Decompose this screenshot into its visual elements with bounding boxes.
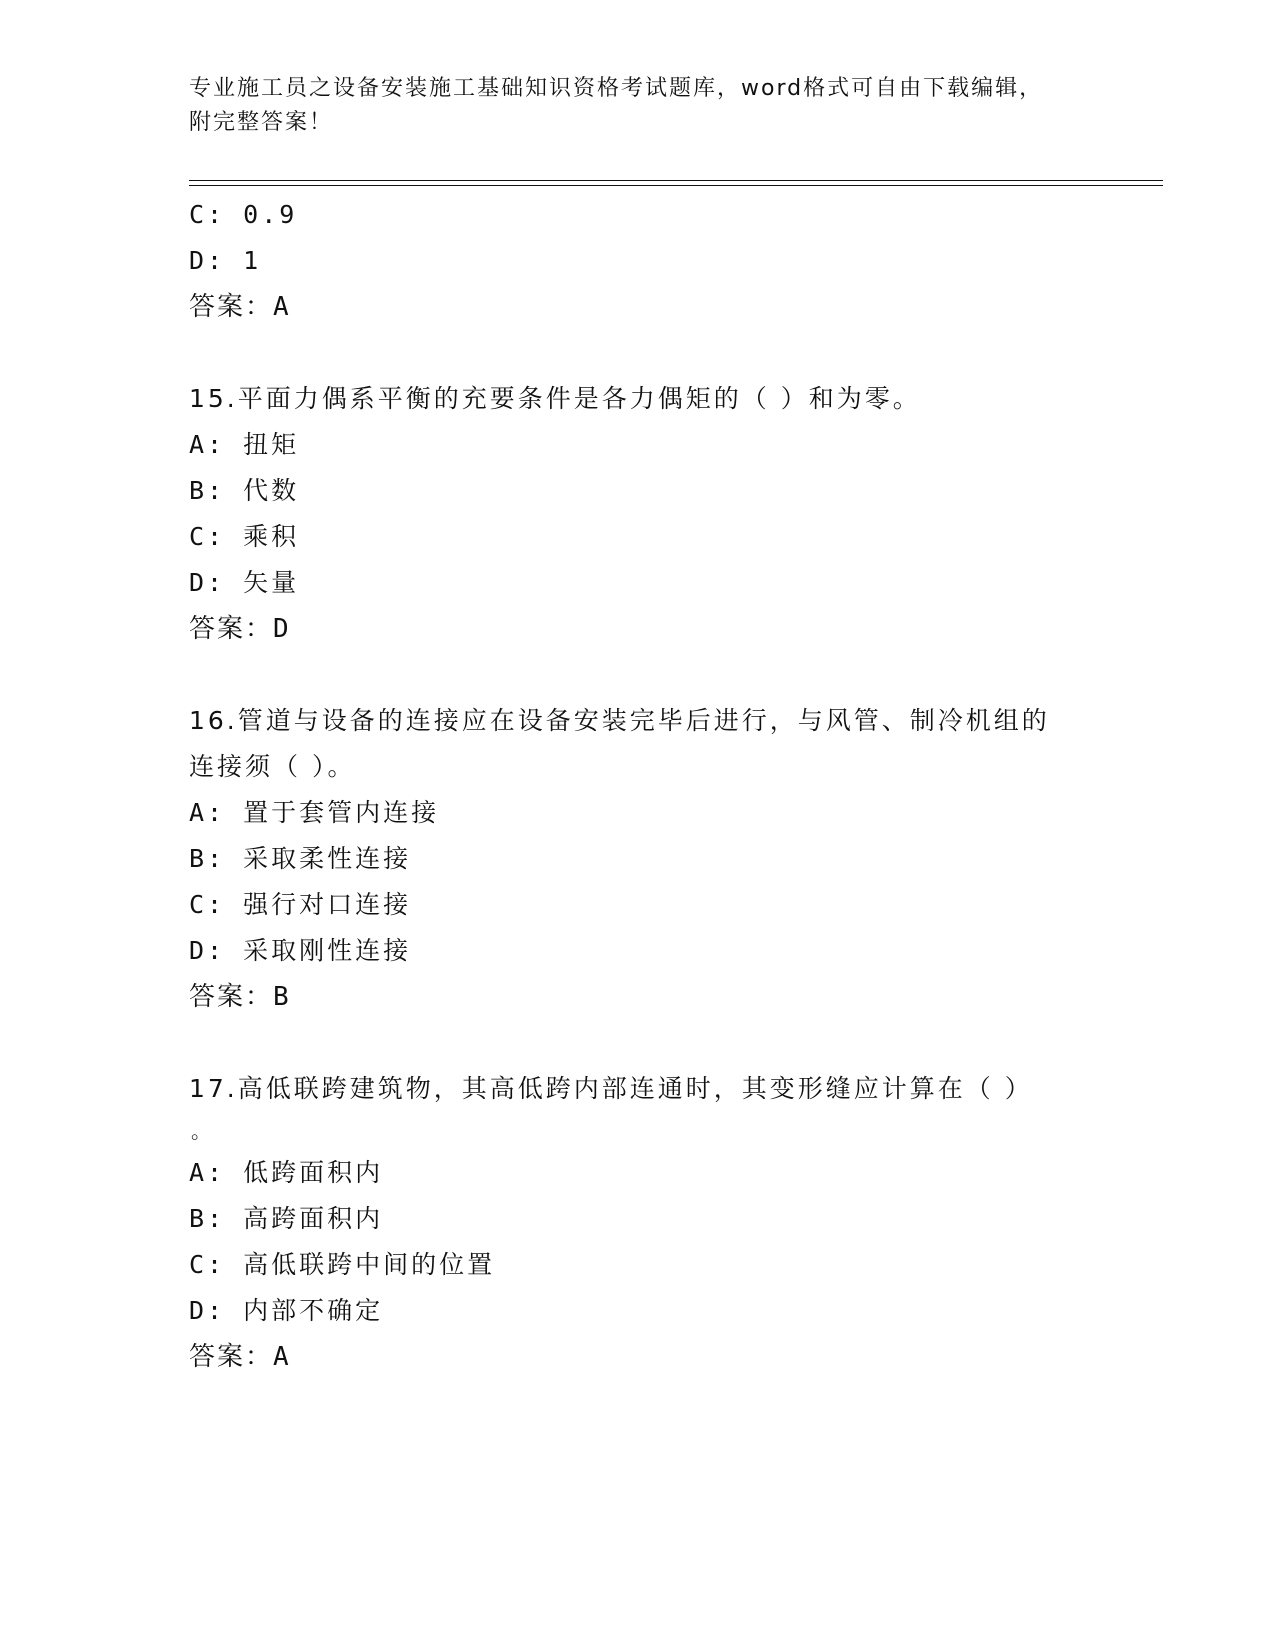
option-key: B:	[189, 476, 244, 505]
answer-value: A	[273, 1342, 291, 1372]
answer-label: 答案：	[189, 1342, 274, 1372]
option-key: A:	[189, 430, 244, 459]
option-a	[189, 1150, 1089, 1196]
option-key: C:	[189, 1250, 244, 1279]
option-text: 低跨面积内	[243, 1158, 384, 1187]
document-header	[189, 72, 1089, 140]
option-d	[189, 238, 1089, 284]
question-text: 管道与设备的连接应在设备安装完毕后进行，与风管、制冷机组的	[237, 706, 1050, 735]
answer-line	[189, 974, 1089, 1020]
spacer	[189, 652, 1089, 698]
question-stem-continued	[189, 1112, 1091, 1150]
question-stem	[189, 698, 1089, 744]
option-text: 1	[243, 246, 262, 275]
question-16	[189, 698, 1089, 1020]
option-c	[189, 192, 1089, 238]
header-divider-bottom	[189, 185, 1163, 186]
question-text: 连接须（ ）。	[189, 752, 356, 781]
answer-value: D	[273, 614, 291, 644]
option-text: 扭矩	[243, 430, 300, 459]
option-text: 代数	[243, 476, 300, 505]
option-key: C:	[189, 200, 244, 229]
answer-line	[189, 1334, 1089, 1380]
question-number: 15.	[189, 384, 238, 413]
prev-question-block	[189, 192, 1089, 330]
option-key: A:	[189, 798, 244, 827]
option-key: D:	[189, 1296, 244, 1325]
option-text: 置于套管内连接	[243, 798, 440, 827]
option-text: 矢量	[243, 568, 300, 597]
header-line-1: 专业施工员之设备安装施工基础知识资格考试题库，word格式可自由下载编辑，	[189, 76, 1044, 101]
option-text: 乘积	[243, 522, 300, 551]
question-stem	[189, 376, 1089, 422]
question-number: 16.	[189, 706, 238, 735]
option-key: C:	[189, 522, 244, 551]
spacer	[189, 1020, 1089, 1066]
option-c	[189, 514, 1089, 560]
question-stem-continued	[189, 744, 1089, 790]
option-text: 高低联跨中间的位置	[243, 1250, 496, 1279]
option-d	[189, 560, 1089, 606]
option-text: 高跨面积内	[243, 1204, 384, 1233]
option-c	[189, 1242, 1089, 1288]
option-key: D:	[189, 568, 244, 597]
question-17	[189, 1066, 1089, 1380]
answer-label: 答案：	[189, 982, 274, 1012]
option-b	[189, 1196, 1089, 1242]
option-text: 采取柔性连接	[243, 844, 412, 873]
option-key: D:	[189, 246, 244, 275]
option-key: C:	[189, 890, 244, 919]
option-d	[189, 1288, 1089, 1334]
question-list	[189, 192, 1089, 1380]
question-15	[189, 376, 1089, 652]
answer-label: 答案：	[189, 292, 274, 322]
option-b	[189, 836, 1089, 882]
option-a	[189, 790, 1089, 836]
answer-line	[189, 284, 1089, 330]
answer-label: 答案：	[189, 614, 274, 644]
question-number: 17.	[189, 1074, 238, 1103]
spacer	[189, 330, 1089, 376]
question-stem	[189, 1066, 1089, 1112]
option-a	[189, 422, 1089, 468]
answer-value: A	[273, 292, 291, 322]
answer-line	[189, 606, 1089, 652]
option-d	[189, 928, 1089, 974]
option-text: 0.9	[243, 200, 298, 229]
option-c	[189, 882, 1089, 928]
question-text: 。	[191, 1119, 214, 1143]
option-key: B:	[189, 844, 244, 873]
header-divider-top	[189, 180, 1163, 181]
option-text: 内部不确定	[243, 1296, 384, 1325]
option-key: B:	[189, 1204, 244, 1233]
answer-value: B	[273, 982, 291, 1012]
option-b	[189, 468, 1089, 514]
question-text: 高低联跨建筑物，其高低跨内部连通时，其变形缝应计算在（ ）	[237, 1074, 1033, 1103]
option-text: 强行对口连接	[243, 890, 412, 919]
option-key: A:	[189, 1158, 244, 1187]
option-text: 采取刚性连接	[243, 936, 412, 965]
header-line-2: 附完整答案！	[189, 110, 334, 135]
option-key: D:	[189, 936, 244, 965]
question-text: 平面力偶系平衡的充要条件是各力偶矩的（ ）和为零。	[237, 384, 921, 413]
